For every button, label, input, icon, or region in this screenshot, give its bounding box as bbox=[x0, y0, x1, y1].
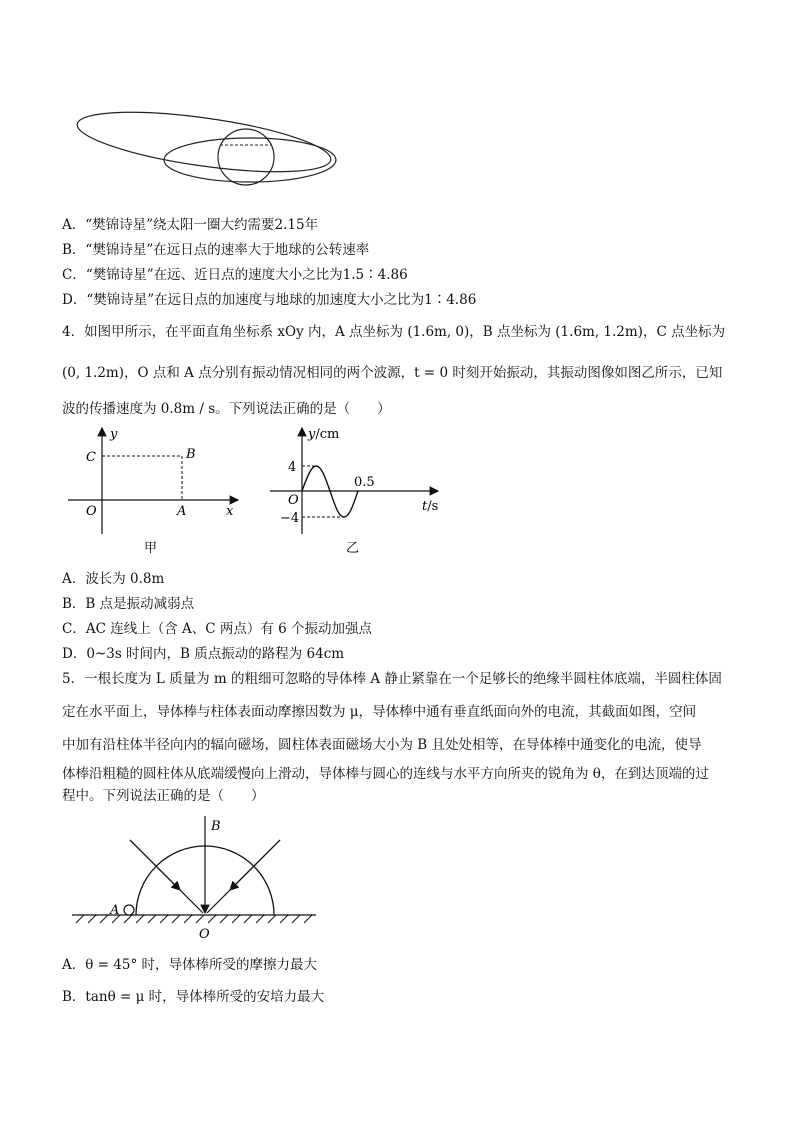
q4-option-c: C．AC 连线上（含 A、C 两点）有 6 个振动加强点 bbox=[62, 621, 373, 637]
q5-stem-line3: 中加有沿柱体半径向内的辐向磁场，圆柱体表面磁场大小为 B 且处处相等，在导体棒中通变化的电流，使导 bbox=[62, 737, 702, 753]
figure-jia bbox=[68, 424, 248, 564]
semicylinder-figure bbox=[66, 810, 326, 945]
conductor-rod bbox=[124, 905, 134, 915]
q4-option-b: B．B 点是振动减弱点 bbox=[62, 596, 195, 612]
q4-stem-line2: (0, 1.2m)，O 点和 A 点分别有振动情况相同的两个波源，t = 0 时刻开始振动，其振动图像如图乙所示，已知 bbox=[62, 365, 723, 381]
q4-option-a: A．波长为 0.8m bbox=[62, 571, 165, 587]
field-arrow-left-head bbox=[130, 840, 180, 890]
caption-yi: 乙 bbox=[346, 541, 360, 556]
q5-stem-line1: 5．一根长度为 L 质量为 m 的粗细可忽略的导体棒 A 静止紧靠在一个足够长的绝缘半圆柱体底端，半圆柱体固 bbox=[62, 671, 722, 687]
x-label: x bbox=[226, 504, 234, 519]
q3-option-a: A．“樊锦诗星”绕太阳一圈大约需要2.15年 bbox=[62, 217, 319, 233]
q4-stem-line1: 4．如图甲所示，在平面直角坐标系 xOy 内，A 点坐标为 (1.6m, 0)，B 点坐标为 (1.6m, 1.2m)，C 点坐标为 bbox=[62, 324, 726, 340]
q3-option-c: C．“樊锦诗星”在远、近日点的速度大小之比为1.5∶4.86 bbox=[62, 267, 408, 283]
q5-stem-line2: 定在水平面上，导体棒与柱体表面动摩擦因数为 μ，导体棒中通有垂直纸面向外的电流，其截面如图，空间 bbox=[62, 704, 697, 720]
q4-option-d: D．0~3s 时间内，B 质点振动的路程为 64cm bbox=[62, 646, 345, 662]
b-label: B bbox=[186, 447, 196, 462]
tick-neg4: −4 bbox=[280, 511, 300, 526]
o-label: O bbox=[199, 927, 210, 942]
a-label: A bbox=[110, 903, 120, 918]
large-orbit-ellipse bbox=[74, 100, 334, 183]
ylabel: y/cm bbox=[308, 427, 340, 442]
y-label: y bbox=[110, 427, 118, 442]
q5-option-b: B．tanθ = μ 时，导体棒所受的安培力最大 bbox=[62, 989, 325, 1005]
t-mark: 0.5 bbox=[354, 475, 375, 490]
ylabel-unit: /cm bbox=[315, 427, 340, 442]
caption-jia: 甲 bbox=[144, 541, 158, 556]
tick-4: 4 bbox=[288, 460, 297, 475]
q4-stem-line3: 波的传播速度为 0.8m / s。下列说法正确的是（ ） bbox=[62, 401, 391, 417]
sun-circle bbox=[218, 129, 274, 185]
o-label: O bbox=[288, 493, 299, 508]
q3-option-b: B．“樊锦诗星”在远日点的速率大于地球的公转速率 bbox=[62, 242, 370, 258]
orbit-figure bbox=[70, 100, 350, 195]
o-label: O bbox=[86, 504, 97, 519]
a-label: A bbox=[177, 504, 187, 519]
q5-option-a: A．θ = 45° 时，导体棒所受的摩擦力最大 bbox=[62, 957, 317, 973]
q3-option-d: D．“樊锦诗星”在远日点的加速度与地球的加速度大小之比为1∶4.86 bbox=[62, 292, 477, 308]
q5-stem-line4: 体棒沿粗糙的圆柱体从底端缓慢向上滑动，导体棒与圆心的连线与水平方向所夹的锐角为 θ，在到达顶端的过 bbox=[62, 766, 709, 782]
t-label: t/s bbox=[422, 499, 439, 514]
q5-stem-line5: 程中。下列说法正确的是（ ） bbox=[62, 788, 265, 804]
b-label: B bbox=[211, 819, 221, 834]
figure-yi bbox=[266, 424, 446, 564]
c-label: C bbox=[86, 450, 96, 465]
field-arrow-right-head bbox=[230, 840, 280, 890]
